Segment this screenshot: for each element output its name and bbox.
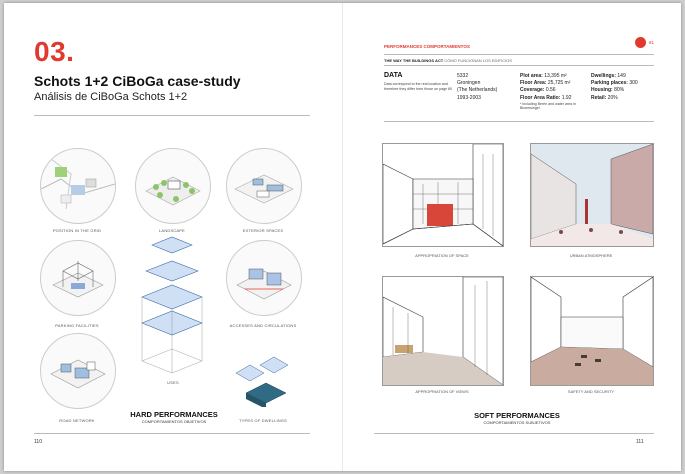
location-column — [457, 73, 497, 102]
render-safety-and-security — [530, 276, 654, 386]
page-subtitle: Análisis de CiBoGa Schots 1+2 — [34, 91, 188, 103]
caption-appropriation-of-views: APPROPRIATION OF VIEWS — [415, 389, 469, 394]
subheading-bold: THE WAY THE BUILDINGS ACT — [384, 58, 444, 63]
stat-value: 149 — [617, 73, 626, 79]
stat-label: Dwellings: — [591, 73, 617, 79]
stat-row — [520, 80, 580, 87]
footer-divider-left — [34, 433, 310, 434]
data-note: Data correspond to the real location and therefore they differ from those on page 80 — [384, 82, 453, 91]
location-line: 5332 — [457, 73, 469, 79]
location-line: (The Netherlands) — [457, 87, 498, 94]
hard-performances-subtitle: COMPORTAMIENTOS OBJETIVOS — [141, 419, 207, 424]
stat-label: Parking places: — [591, 80, 628, 87]
page-number-right: 111 — [636, 439, 644, 445]
stat-value: 80% — [614, 87, 625, 94]
caption-road-network: ROAD NETWORK — [59, 418, 95, 423]
page-number-left: 110 — [34, 439, 42, 445]
road-network-diagram — [40, 333, 116, 409]
stat-row — [520, 73, 580, 80]
subheading — [384, 58, 512, 63]
stats-column-2 — [591, 73, 638, 102]
title-divider — [34, 115, 310, 116]
stat-value: 13,395 m² — [544, 73, 567, 79]
caption-urban-atmosphere: URBAN ATMOSPHERE — [569, 253, 613, 258]
stat-row — [591, 73, 638, 80]
book-spread — [4, 3, 681, 471]
stats-column-1 — [520, 73, 580, 111]
data-divider — [384, 121, 654, 122]
soft-performances-subtitle: COMPORTAMIENTOS SUBJETIVOS — [483, 420, 551, 425]
stat-footnote: * including Beren and water area in Bloemsingel — [520, 101, 576, 111]
caption-landscape: LANDSCAPE — [158, 228, 186, 233]
stat-label: Floor Area: — [520, 80, 547, 87]
caption-position-in-grid: POSITION IN THE GRID — [52, 228, 102, 233]
exterior-spaces-diagram — [226, 148, 302, 224]
caption-accesses: ACCESSES AND CIRCULATIONS — [229, 323, 297, 328]
stat-label: Housing: — [591, 87, 613, 94]
render-appropriation-of-space — [382, 143, 504, 247]
section-label: PERFORMANCES COMPORTAMIENTOS — [384, 44, 470, 49]
site-plan-diagram — [40, 148, 116, 224]
stat-label: Coverage: — [520, 87, 545, 94]
stat-row — [591, 80, 638, 87]
parking-diagram — [40, 240, 116, 316]
location-line: Groningen — [457, 80, 481, 87]
stat-value: 25,725 m² — [547, 80, 571, 87]
subheading-divider — [384, 65, 654, 66]
stat-row — [520, 95, 580, 102]
stat-row — [591, 87, 638, 94]
caption-exterior-spaces: EXTERIOR SPACES — [242, 228, 284, 233]
stat-value: 300 — [629, 80, 638, 87]
exploded-axonometric-uses — [132, 231, 214, 381]
caption-uses: USES — [167, 380, 179, 385]
stat-value: 0.56 — [545, 87, 556, 94]
stat-label: Floor Area Ratio: — [520, 94, 561, 101]
chapter-badge — [635, 37, 646, 48]
footer-divider-right — [374, 433, 654, 434]
page-title: Schots 1+2 CiBoGa case-study — [34, 73, 241, 89]
stat-row — [591, 95, 638, 102]
subheading-light: CÓMO FUNCIONAN LOS EDIFICIOS — [444, 58, 512, 63]
header-divider-right — [384, 54, 654, 55]
caption-appropriation-of-space: APPROPRIATION OF SPACE — [415, 253, 469, 258]
stat-value: 1.92 — [561, 94, 572, 101]
soft-performances-title: SOFT PERFORMANCES — [474, 411, 560, 420]
location-line: 1993-2003 — [457, 94, 481, 101]
caption-parking: PARKING FACILITIES — [55, 323, 99, 328]
render-appropriation-of-views — [382, 276, 504, 386]
render-urban-atmosphere — [530, 143, 654, 247]
stat-label: Retail: — [591, 94, 607, 101]
badge-number: 81 — [649, 40, 655, 45]
stat-label: Plot area: — [520, 73, 543, 79]
circulation-diagram — [226, 240, 302, 316]
gutter — [342, 3, 343, 471]
landscape-diagram — [135, 148, 211, 224]
hard-performances-title: HARD PERFORMANCES — [130, 410, 218, 419]
data-title: DATA — [384, 72, 403, 79]
caption-safety-and-security: SAFETY AND SECURITY — [567, 389, 615, 394]
stat-row — [520, 87, 580, 94]
chapter-number: 03. — [34, 36, 75, 67]
dwelling-types-diagram — [230, 347, 296, 407]
stat-value: 20% — [607, 94, 618, 101]
caption-types-of-dwellings: TYPES OF DWELLINGS — [238, 418, 288, 423]
